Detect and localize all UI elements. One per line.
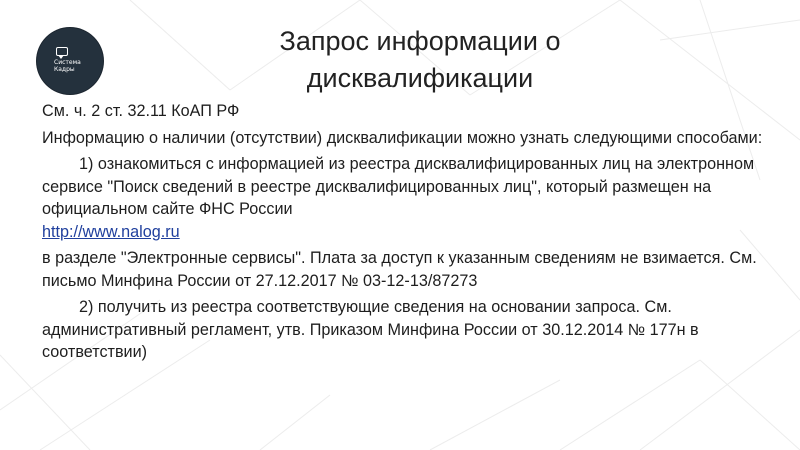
method-1-text: 1) ознакомиться с информацией из реестра дисквалифицированных лиц на электронном сервисе "Поиск сведений в реестре дисквалифицированных лиц", который размещен на официальном сайте ФНС России xyxy=(42,155,755,218)
page-title xyxy=(170,23,670,97)
legal-reference: См. ч. 2 ст. 32.11 КоАП РФ xyxy=(42,102,240,120)
page-title-line-2: дисквалификации xyxy=(306,63,534,93)
method-1-continuation: в разделе "Электронные сервисы". Плата за доступ к указанным сведениям не взимается. См. письмо Минфина России от 27.12.2017 № 03-12-13/87273 xyxy=(42,249,757,290)
logo-line-2: Кадры xyxy=(54,66,75,73)
document-body xyxy=(42,100,782,368)
method-2-paragraph: 2) получить из реестра соответствующие сведения на основании запроса. См. административный регламент, утв. Приказом Минфина России от 30.12.2014 № 177н в соответствии) xyxy=(42,298,699,361)
chat-bubble-icon xyxy=(56,47,68,56)
page-title-line-1: Запрос информации о xyxy=(279,26,561,56)
nalog-link[interactable]: http://www.nalog.ru xyxy=(42,222,180,241)
intro-paragraph: Информацию о наличии (отсутствии) дисквалификации можно узнать следующими способами: xyxy=(42,128,763,147)
system-kadry-logo xyxy=(37,28,103,94)
logo-text xyxy=(54,59,81,73)
method-1-paragraph xyxy=(42,153,782,243)
logo-line-1: Система xyxy=(54,59,81,66)
